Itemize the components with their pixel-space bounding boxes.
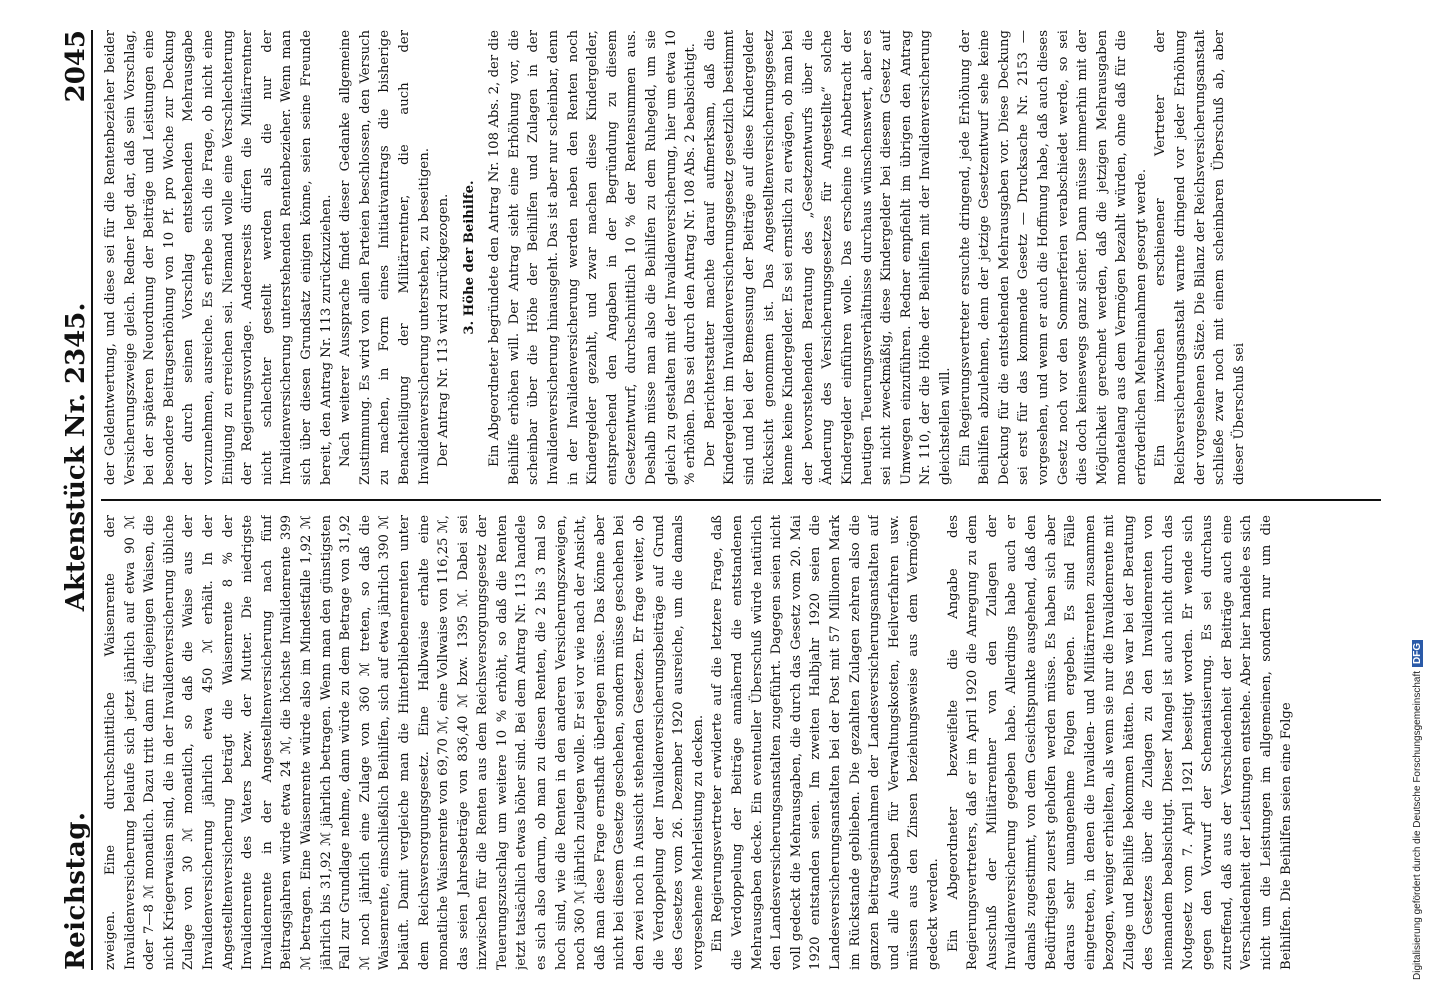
paragraph: Der Antrag Nr. 113 wird zurückgezogen.: [436, 193, 452, 467]
paragraph: der Geldentwertung, und diese sei für die Rentenbezieher beider Versicherungszweige gleich. Redner legt dar, daß sein Vorschlag, bei der späteren Neuordnung der Beiträge und Leistungen eine besondere Beitragserhöhung von 10 Pf. pro Woche zur Deckung der durch seinen Vorschlag entstehenden Mehrausgabe vorzunehmen, ausreiche. Es erhebe sich die Frage, ob nicht eine Einigung zu erreichen sei. Niemand wolle eine Verschlechterung der Regierungsvorlage. Andererseits dürfen die Militärrentner nicht schlechter gestellt werden als die nur der Invalidenversicherung unterstehenden Rentenbezieher. Wenn man sich über diesen Grundsatz einigen könne, seien seine Freunde bereit, den Antrag Nr. 113 zurückzuziehen.: [103, 30, 334, 485]
paragraph: Der Berichterstatter machte darauf aufmerksam, daß die Kindergelder im Invalidenversicherungsgesetz gesetzlich bestimmt sind und bei der Bemessung der Beiträge auf diese Kindergelder Rücksicht genommen ist. Das Angestelltenversicherungsgesetz kenne keine Kindergelder. Es sei ernstlich zu erwägen, ob man bei der bevorstehenden Beratung des „Gesetzentwurfs über die Änderung des Versicherungsgesetzes für Angestellte“ solche Kindergelder einführen wolle. Das erscheine in Anbetracht der heutigen Teuerungsverhältnisse durchaus wünschenswert, aber es sei nicht zweckmäßig, diese Kindergelder bei diesem Gesetz auf Umwegen einzuführen. Redner empfiehlt im übrigen den Antrag Nr. 110, der die Höhe der Beihilfen mit der Invalidenversicherung gleichstellen will.: [702, 30, 953, 485]
column-divider: [101, 499, 1381, 501]
section-heading: 3. Höhe der Beihilfe.: [461, 180, 477, 335]
paragraph: zweigen. Eine durchschnittliche Waisenrente der Invalidenversicherung belaufe sich jetzt jährlich auf etwa 90 ℳ oder 7—8 ℳ monatlich. Dazu tritt dann für diejenigen Waisen, die nicht Kriegerwaisen sind, die in der Invalidenversicherung übliche Zulage von 30 ℳ monatlich, so daß die Waise aus der Invalidenversicherung jährlich etwa 450 ℳ erhält. In der Angestelltenversicherung beträgt die Waisenrente 8 % der Invalidenrente des Vaters bezw. der Mutter. Die niedrigste Invalidenrente in der Angestelltenversicherung nach fünf Beitragsjahren würde etwa 24 ℳ, die höchste Invalidenrente 399 ℳ betragen. Eine Waisenrente würde also im Mindestfalle 1,92 ℳ jährlich bis 31,92 ℳ jährlich betragen. Wenn man den günstigsten Fall zur Grundlage nehme, dann würde zu dem Betrage von 31,92 ℳ noch jährlich eine Zulage von 360 ℳ treten, so daß die Waisenrente, einschließlich Beihilfen, sich auf etwa jährlich 390 ℳ beläuft. Damit vergleiche man die Hinterbliebenenrenten unter dem Reichsversorgungsgesetz. Eine Halbwaise erhalte eine monatliche Waisenrente von 69,70 ℳ, eine Vollwaise von 116,25 ℳ, das seien Jahresbeträge von 836,40 ℳ bzw. 1395 ℳ. Dabei sei inzwischen für die Renten aus dem Reichsversorgungsgesetz der Teuerungszuschlag um weitere 10 % erhöht, so daß die Renten jetzt tatsächlich etwas höher sind. Bei dem Antrag Nr. 113 handele es sich also darum, ob man zu diesen Renten, die 2 bis 3 mal so hoch sind, wie die Renten in den anderen Versicherungszweigen, noch 360 ℳ jährlich zulegen wolle. Er sei vor wie nach der Ansicht, daß man diese Frage ernsthaft überlegen müsse. Das könne aber nicht bei diesem Gesetze geschehen, sondern müsse geschehen bei den zwei noch in Aussicht stehenden Gesetzen. Er frage weiter, ob die Verdoppelung der Invalidenversicherungsbeiträge auf Grund des Gesetzes vom 26. Dezember 1920 ausreiche, um die damals vorgesehene Mehrleistung zu decken.: [103, 515, 706, 970]
header-title: Aktenstück Nr. 2345.: [61, 302, 91, 612]
paragraph: Ein Abgeordneter begründete den Antrag Nr. 108 Abs. 2, der die Beihilfe erhöhen will. Der Antrag sieht eine Erhöhung vor, die scheinbar über die Höhe der Beihilfen und Zulagen in der Invalidenversicherung hinausgeht. Das ist aber nur scheinbar, denn in der Invalidenversicherung werden neben den Renten noch Kindergelder gezahlt, und zwar machen diese Kindergelder, entsprechend den Angaben in der Begründung zu diesem Gesetzentwurf, durchschnittlich 10 % der Rentensummen aus. Deshalb müsse man also die Beihilfen zu dem Ruhegeld, um sie gleich zu gestalten mit der Invalidenversicherung, hier um etwa 10 % erhöhen. Das sei durch den Antrag Nr. 108 Abs. 2 beabsichtigt.: [487, 30, 699, 485]
page-number: 2045: [61, 30, 91, 103]
paragraph: Ein inzwischen erschienener Vertreter der Reichsversicherungsanstalt warnte dringend vor jeder Erhöhung der vorgesehenen Sätze. Die Bilanz der Reichsversicherungsanstalt schließe zwar noch mit einem scheinbaren Überschuß ab, aber dieser Überschuß sei: [1153, 30, 1247, 485]
dfg-logo: DFG: [1412, 640, 1423, 667]
paragraph: Ein Abgeordneter bezweifelte die Angabe des Regierungsvertreters, daß er im April 1920 die Anregung zu dem Ausschuß der Militärrentner von den Zulagen der Invalidenversicherung gegeben habe. Allerdings habe auch er damals zugestimmt, von dem Gesichtspunkte ausgehend, daß den Bedürftigsten zuerst geholfen werden müsse. Es haben sich aber daraus sehr unangenehme Folgen ergeben. Es sind Fälle eingetreten, in denen die Invaliden- und Militärrenten zusammen bezogen, weniger erhielten, als wenn sie nur die Invalidenrente mit Zulage und Beihilfe bekommen hätten. Das war bei der Beratung des Gesetzes über die Zulagen zu den Invalidenrenten von niemandem beabsichtigt. Dieser Mangel ist auch nicht durch das Notgesetz vom 7. April 1921 beseitigt worden. Er wende sich gegen den Vorwurf der Schematisierung. Es sei durchaus zutreffend, daß aus der Verschiedenheit der Beiträge auch eine Verschiedenheit der Leistungen entstehe. Aber hier handele es sich nicht um die Leistungen im allgemeinen, sondern nur um die Beihilfen. Die Beihilfen seien eine Folge: [945, 515, 1294, 970]
column-right: [101, 30, 1381, 485]
dfg-credit-text: Digitalisierung gefördert durch die Deutsche Forschungsgemeinschaft: [1412, 670, 1423, 980]
paragraph: Nach weiterer Aussprache findet dieser Gedanke allgemeine Zustimmung. Es wird von allen Parteien beschlossen, den Versuch zu machen, in Form eines Initiativantrags die bisherige Benachteiligung der Militärrentner, die auch der Invalidenversicherung unterstehen, zu beseitigen.: [338, 30, 432, 485]
column-left: [101, 515, 1381, 970]
paragraph: Ein Regierungsvertreter ersuchte dringend, jede Erhöhung der Beihilfen abzulehnen, denn der jetzige Gesetzentwurf sehe keine Deckung für die entstehenden Mehrausgaben vor. Diese Deckung sei erst für das kommende Gesetz — Drucksache Nr. 2153 — vorgesehen, und wenn er auch die Hoffnung habe, daß auch dieses Gesetz noch vor den Sommerferien verabschiedet werde, so sei dies doch keineswegs ganz sicher. Dann müsse immerhin mit der Möglichkeit gerechnet werden, daß die jetzigen Mehrausgaben monatelang aus dem Vermögen bezahlt würden, ohne daß für die erforderlichen Mehreinnahmen gesorgt werde.: [957, 30, 1149, 485]
text-columns: [101, 30, 1381, 970]
paragraph: Ein Regierungsvertreter erwiderte auf die letztere Frage, daß die Verdoppelung der Beiträge annähernd die entstandenen Mehrausgaben decke. Ein eventueller Überschuß würde natürlich den Landesversicherungsanstalten zugeführt. Dagegen seien nicht voll gedeckt die Mehrausgaben, die durch das Gesetz vom 20. Mai 1920 entstanden seien. Im zweiten Halbjahr 1920 seien die Landesversicherungsanstalten bei der Post mit 57 Millionen Mark im Rückstande geblieben. Die gezahlten Zulagen zehren also die ganzen Beitragseinnahmen der Landesversicherungsanstalten auf und alle Ausgaben für Verwaltungskosten, Heilverfahren usw. müssen aus den Zinsen beziehungsweise aus dem Vermögen gedeckt werden.: [710, 515, 941, 970]
page-header: [47, 30, 93, 970]
header-left: Reichstag.: [61, 811, 91, 970]
document-page: [47, 30, 1387, 970]
dfg-credit: [1412, 640, 1423, 980]
